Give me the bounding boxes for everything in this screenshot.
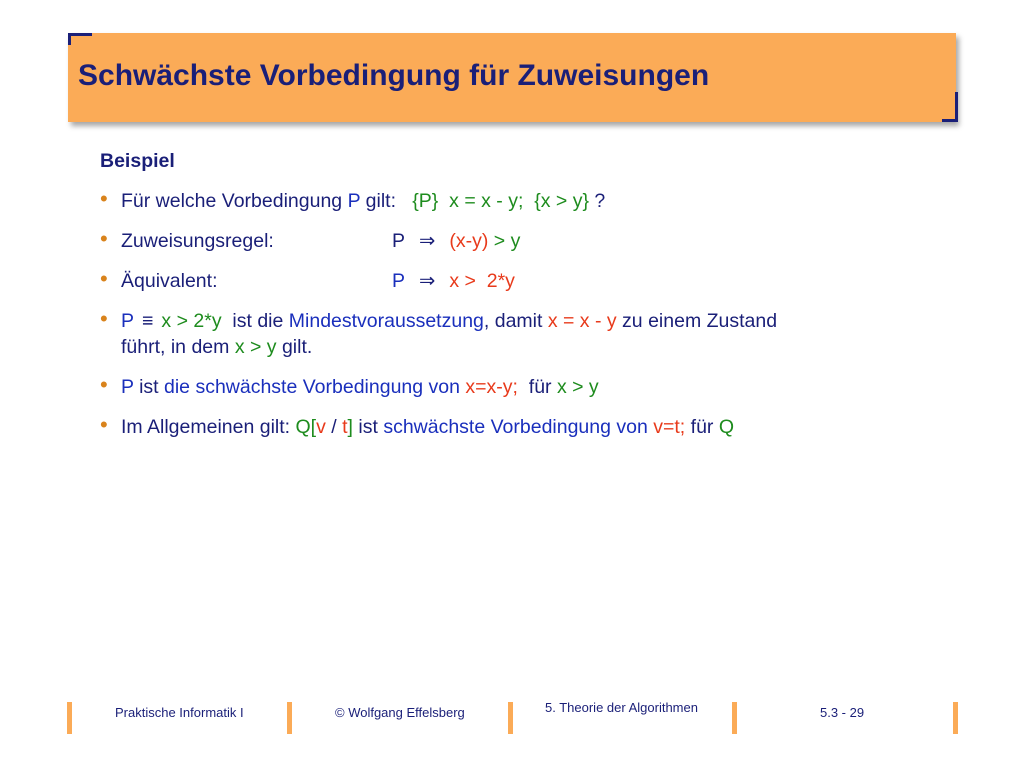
- bullet-item-1: • Für welche Vorbedingung P gilt: {P} x = x - y; {x > y} ?: [100, 186, 606, 212]
- footer-course: Praktische Informatik I: [115, 705, 244, 720]
- footer-author: © Wolfgang Effelsberg: [335, 705, 465, 720]
- bullet-dot-icon: •: [100, 306, 108, 331]
- footer-divider: [287, 702, 292, 734]
- bullet-dot-icon: •: [100, 372, 108, 397]
- corner-bracket-top-left: [68, 33, 92, 36]
- slide-title: Schwächste Vorbedingung für Zuweisungen: [78, 59, 710, 92]
- bullet-dot-icon: •: [100, 412, 108, 437]
- implies-symbol: ⇒: [419, 270, 436, 292]
- equivalence-symbol: ≡: [142, 310, 154, 332]
- bullet-dot-icon: •: [100, 266, 108, 291]
- bullet-item-4: • P ≡ x > 2*y ist die Mindestvoraussetzung, damit x = x - y zu einem Zustand führt, in dem x > y gilt.: [100, 306, 778, 358]
- footer-divider: [508, 702, 513, 734]
- bullet-item-2: • Zuweisungsregel: P ⇒ (x-y) > y: [100, 226, 521, 252]
- corner-bracket-top-left-vertical: [68, 33, 71, 45]
- bullet-item-5: • P ist die schwächste Vorbedingung von x=x-y; für x > y: [100, 372, 599, 398]
- rule-label: Zuweisungsregel:: [121, 230, 274, 252]
- implies-symbol: ⇒: [419, 230, 436, 252]
- footer-divider: [732, 702, 737, 734]
- slide-content: [100, 150, 980, 454]
- footer-chapter: 5. Theorie der Algorithmen: [545, 700, 698, 715]
- equivalent-label: Äquivalent:: [121, 270, 218, 292]
- bullet-dot-icon: •: [100, 226, 108, 251]
- footer-divider: [67, 702, 72, 734]
- bullet-item-6: • Im Allgemeinen gilt: Q[v / t] ist schwächste Vorbedingung von v=t; für Q: [100, 412, 734, 438]
- bullet-dot-icon: •: [100, 186, 108, 211]
- footer-page-number: 5.3 - 29: [820, 705, 865, 720]
- bullet-item-3: • Äquivalent: P ⇒ x > 2*y: [100, 266, 515, 292]
- footer-divider: [953, 702, 958, 734]
- section-heading: Beispiel: [100, 150, 175, 172]
- corner-bracket-bottom-right-vertical: [955, 92, 958, 122]
